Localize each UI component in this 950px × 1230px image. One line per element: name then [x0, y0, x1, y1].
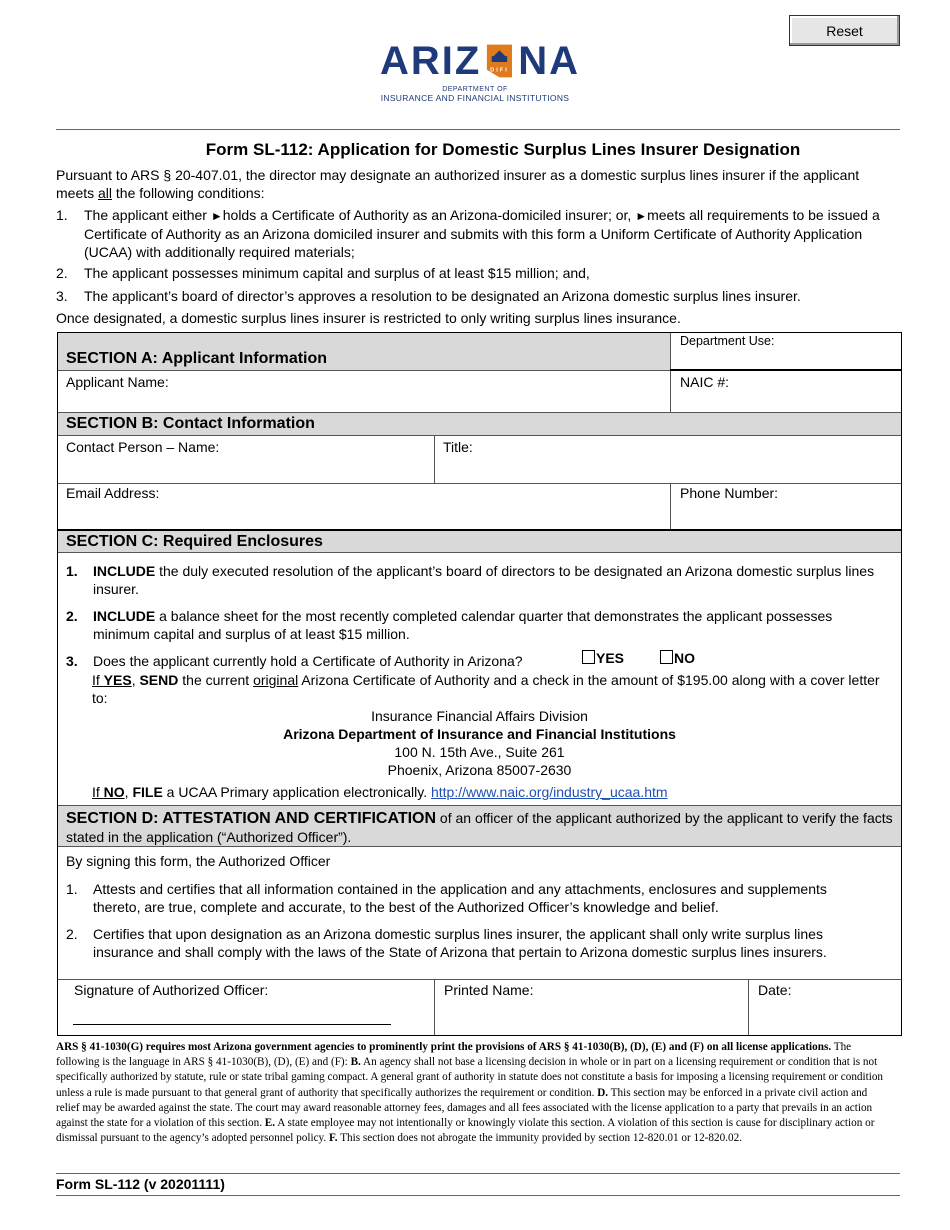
enclosure-text: a balance sheet for the most recently completed calendar quarter that demonstrates the applicant possesses minimum capital and surplus of at least $15 million. — [93, 608, 833, 642]
contact-name-label: Contact Person – Name: — [66, 439, 220, 455]
send-word: SEND — [139, 672, 179, 688]
divider — [58, 435, 901, 436]
if-yes-word: YES — [103, 672, 132, 688]
condition-1 — [56, 206, 896, 261]
mailing-address — [58, 707, 901, 779]
address-line: Phoenix, Arizona 85007-2630 — [387, 762, 572, 778]
enclosure-text: the duly executed resolution of the applicant’s board of directors to be designated an Arizona domestic surplus lines insurer. — [93, 563, 875, 597]
condition-number: 2. — [56, 265, 68, 281]
title-label: Title: — [443, 439, 473, 455]
logo-dept-line2: INSURANCE AND FINANCIAL INSTITUTIONS — [380, 93, 570, 103]
date-label: Date: — [758, 982, 792, 998]
once-designated-note: Once designated, a domestic surplus lines insurer is restricted to only writing surplus lines insurance. — [56, 310, 681, 326]
comma: , — [124, 784, 133, 800]
enclosure-include: INCLUDE — [93, 608, 156, 624]
logo-dept-line1: DEPARTMENT OF — [442, 86, 508, 93]
divider — [748, 979, 749, 1035]
divider — [434, 979, 435, 1035]
condition-number: 3. — [56, 288, 68, 304]
intro-text: Pursuant to ARS § 20-407.01, the director may designate an authorized insurer as a domestic surplus lines insurer if the applicant meets — [56, 167, 860, 201]
attestation-text: Attests and certifies that all information contained in the application and any attachments, enclosures and supplements thereto, are true, complete and accurate, to the best of the Authorized Officer’s knowledge and belief. — [93, 881, 827, 915]
logo-state-badge: DIFI — [490, 67, 510, 74]
by-signing-text: By signing this form, the Authorized Officer — [66, 853, 331, 869]
statute-notice — [56, 1040, 892, 1146]
instruction-text: a UCAA Primary application electronically. — [162, 784, 431, 800]
intro-all: all — [98, 185, 113, 201]
statute-letter: B. — [350, 1056, 361, 1069]
form-title: Form SL-112: Application for Domestic Surplus Lines Insurer Designation — [205, 140, 801, 159]
phone-label: Phone Number: — [680, 485, 779, 501]
section-d-title: SECTION D: ATTESTATION AND CERTIFICATION — [66, 810, 437, 827]
if-no-word: NO — [103, 784, 125, 800]
arizona-state-icon — [484, 42, 515, 80]
attestation-number: 2. — [66, 926, 78, 942]
condition-number: 1. — [56, 207, 68, 223]
no-checkbox-option[interactable] — [660, 650, 695, 666]
logo-word-left: ARIZ — [380, 39, 482, 83]
footer-divider — [56, 1195, 900, 1196]
header-divider — [56, 129, 900, 130]
section-d-heading — [58, 806, 901, 846]
email-label: Email Address: — [66, 485, 160, 501]
signature-field[interactable] — [73, 1000, 391, 1023]
condition-2 — [56, 264, 896, 282]
divider — [58, 552, 901, 553]
divider — [58, 979, 901, 980]
divider — [58, 483, 901, 484]
enclosure-number: 2. — [66, 608, 78, 624]
condition-text: The applicant either — [84, 207, 211, 223]
original-word: original — [253, 672, 299, 688]
divider — [58, 412, 901, 413]
reset-button[interactable]: Reset — [789, 15, 900, 46]
statute-letter: D. — [597, 1086, 609, 1099]
condition-text: The applicant possesses minimum capital and surplus of at least $15 million; and, — [84, 265, 590, 281]
intro-paragraph — [56, 166, 896, 202]
instruction-text: Arizona Certificate of Authority and a check in the amount of $195.00 along with a cover letter to: — [92, 672, 880, 706]
statute-text: This section may be enforced in a private civil action and relief may be awarded against the state. The court may award reasonable attorney fees, damages and all fees associated with the license application to a party that prevails in an action against the state for a violation of this section. — [56, 1086, 873, 1130]
divider — [670, 483, 671, 530]
enclosure-include: INCLUDE — [93, 563, 156, 579]
condition-text: holds a Certificate of Authority as an Arizona-domiciled insurer; or, — [222, 207, 636, 223]
footer-divider — [56, 1173, 900, 1174]
enclosure-number: 3. — [66, 653, 78, 669]
attestation-number: 1. — [66, 881, 78, 897]
attestation-text: Certifies that upon designation as an Arizona domestic surplus lines insurer, the applicant shall only write surplus lines insurance and shall comply with the laws of the State of Arizona that pertain to Arizona domestic surplus lines insurers. — [93, 926, 827, 960]
address-line: Arizona Department of Insurance and Financial Institutions — [283, 726, 676, 742]
form-version: Form SL-112 (v 20201111) — [56, 1176, 225, 1192]
applicant-name-field[interactable] — [66, 392, 664, 410]
naic-label: NAIC #: — [680, 374, 730, 390]
address-line: 100 N. 15th Ave., Suite 261 — [394, 744, 565, 760]
section-a-heading: SECTION A: Applicant Information — [58, 333, 670, 370]
divider — [670, 369, 902, 371]
if-yes-instructions — [92, 671, 882, 707]
condition-text: meets all requirements to be issued a Certificate of Authority as an Arizona domiciled insurer and submits with this form a Uniform Certificate of Authority Application (UCAA) with additionally required materials; — [84, 207, 880, 260]
enclosure-item-1 — [66, 562, 876, 598]
address-line: Insurance Financial Affairs Division — [371, 708, 588, 724]
logo-word-right: NA — [518, 39, 580, 83]
file-word: FILE — [132, 784, 163, 800]
divider — [434, 435, 435, 483]
printed-name-label: Printed Name: — [444, 982, 534, 998]
divider — [58, 370, 670, 371]
arizona-difi-logo — [380, 38, 580, 103]
yes-checkbox-option[interactable] — [582, 650, 624, 666]
arrow-right-icon: ► — [635, 209, 648, 223]
statute-text: This section does not abrogate the immunity provided by section 12-820.01 or 12-820.02. — [337, 1132, 742, 1145]
divider — [58, 846, 901, 847]
section-d-subtitle: of an officer of the applicant authorized by the applicant to verify the facts stated in the application (“Authorized Officer”). — [66, 810, 893, 845]
phone-field[interactable] — [680, 503, 895, 527]
naic-field[interactable] — [735, 372, 895, 408]
divider — [670, 333, 671, 412]
statute-text: The following is the language in ARS § 41-1030(B), (D), (E) and (F): — [56, 1041, 852, 1069]
statute-letter: F. — [329, 1132, 338, 1145]
comma: , — [131, 672, 140, 688]
applicant-name-label: Applicant Name: — [66, 374, 169, 390]
condition-3 — [56, 287, 896, 305]
if-no-instructions — [92, 783, 882, 801]
attestation-item-2 — [66, 925, 876, 961]
date-field[interactable] — [758, 1000, 896, 1030]
attestation-item-1 — [66, 880, 876, 916]
enclosure-item-2 — [66, 607, 876, 643]
statute-letter: E. — [264, 1117, 276, 1130]
signature-line — [73, 1024, 391, 1025]
no-checkbox[interactable] — [660, 650, 673, 664]
enclosure-number: 1. — [66, 563, 78, 579]
statute-text: An agency shall not base a licensing decision in whole or in part on a licensing requirement or condition that is not specifically authorized by statute, rule or state tribal gaming compact. A general grant of authority in statute does not constitute a basis for imposing a licensing requirement or condition unless a rule is made pursuant to that general grant of authority that specifically authorizes the requirement or condition. — [56, 1056, 884, 1099]
yes-label: YES — [596, 650, 625, 666]
section-b-heading: SECTION B: Contact Information — [58, 413, 901, 435]
arrow-right-icon: ► — [210, 209, 223, 223]
coa-question: Does the applicant currently hold a Certificate of Authority in Arizona? — [93, 653, 523, 669]
signature-label: Signature of Authorized Officer: — [74, 982, 269, 998]
if-word: If — [92, 784, 104, 800]
email-field[interactable] — [66, 503, 664, 527]
condition-text: The applicant’s board of director’s approves a resolution to be designated an Arizona domestic surplus lines insurer. — [84, 288, 801, 304]
naic-ucaa-link[interactable]: http://www.naic.org/industry_ucaa.htm — [430, 784, 668, 800]
if-word: If — [92, 672, 104, 688]
statute-text: A state employee may not intentionally or knowingly violate this section. A violation of this section is cause for disciplinary action or dismissal pursuant to the agency’s adopted personnel policy. — [56, 1117, 875, 1145]
yes-checkbox[interactable] — [582, 650, 595, 664]
intro-text-end: the following conditions: — [112, 185, 265, 201]
statute-heading: ARS § 41-1030(G) requires most Arizona government agencies to prominently print the provisions of ARS § 41-1030(B), (D), (E) and (F) on all license applications. — [56, 1041, 832, 1053]
section-c-heading: SECTION C: Required Enclosures — [58, 531, 901, 553]
instruction-text: the current — [178, 672, 254, 688]
contact-name-field[interactable] — [66, 457, 428, 481]
printed-name-field[interactable] — [444, 1000, 740, 1030]
enclosure-item-3 — [66, 652, 876, 670]
title-field[interactable] — [443, 457, 895, 481]
department-use-label: Department Use: — [680, 334, 775, 348]
no-label: NO — [674, 650, 695, 666]
